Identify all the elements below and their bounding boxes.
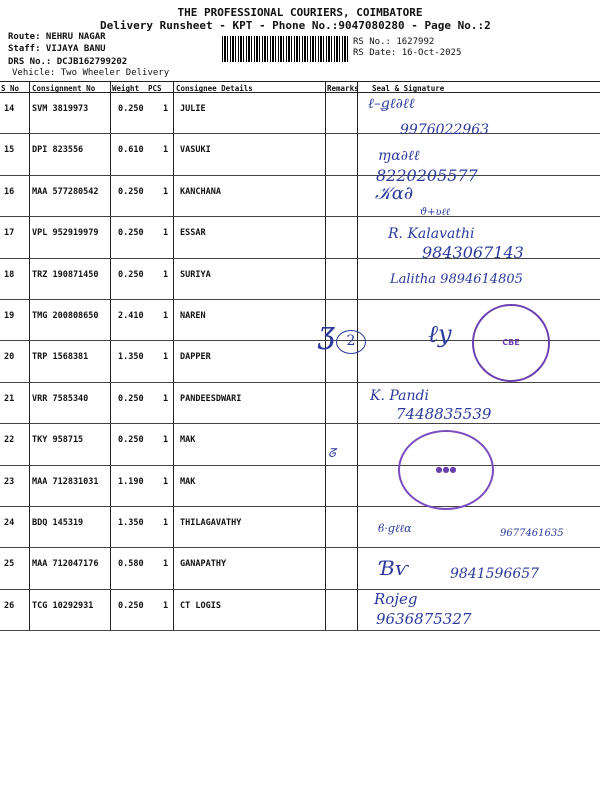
cell-weight: 0.250 — [118, 393, 144, 404]
rs-number: RS No.: 1627992 — [353, 37, 435, 47]
cell-consignee: MAK — [180, 476, 196, 487]
cell-pcs: 1 — [163, 352, 169, 363]
cell-pcs: 1 — [163, 393, 169, 404]
handwritten-phone: 9636875327 — [376, 610, 472, 628]
cell-consignment: VPL 952919979 — [32, 228, 99, 239]
cell-consignee: MAK — [180, 435, 196, 446]
cell-pcs: 1 — [163, 145, 169, 156]
staff-label: Staff: VIJAYA BANU — [8, 44, 106, 54]
cell-consignee: SURIYA — [180, 269, 211, 280]
cell-weight: 0.250 — [118, 186, 144, 197]
handwritten-phone: 9976022963 — [400, 122, 490, 138]
table-row — [0, 466, 600, 507]
cell-pcs: 1 — [163, 104, 169, 114]
cell-sno: 22 — [4, 435, 15, 446]
col-header-seal: Seal & Signature — [372, 84, 445, 93]
cell-consignment: SVM 3819973 — [32, 104, 89, 114]
signature-mark: 𝒦ɑ∂ — [375, 183, 414, 204]
cell-consignee: JULIE — [180, 104, 206, 114]
cell-weight: 1.350 — [118, 518, 144, 528]
table-row — [0, 93, 600, 134]
signature-mark: ℓy — [428, 320, 452, 348]
cell-sno: 23 — [4, 476, 15, 487]
cell-consignee: VASUKI — [180, 145, 211, 156]
cell-weight: 0.250 — [118, 228, 144, 239]
col-header-sno: S No — [1, 84, 20, 93]
cell-consignment: TMG 200808650 — [32, 311, 99, 321]
table-row — [0, 134, 600, 175]
handwritten-name: Lalitha 9894614805 — [390, 272, 523, 287]
col-header-consignment: Consignment No — [32, 84, 96, 93]
company-title: THE PROFESSIONAL COURIERS, COIMBATORE — [177, 6, 423, 19]
cell-consignment: TKY 958715 — [32, 435, 84, 446]
signature-mark: ϑ+ʋℓℓ — [420, 207, 450, 218]
handwritten-phone: 9843067143 — [422, 243, 524, 262]
vehicle-label: Vehicle: Two Wheeler Delivery — [12, 68, 170, 78]
cell-consignee: KANCHANA — [180, 186, 221, 197]
cell-consignment: TCG 10292931 — [32, 600, 94, 611]
cell-sno: 26 — [4, 600, 15, 611]
cell-consignee: PANDEESDWARI — [180, 393, 242, 404]
company-seal-stamp: CBE — [472, 304, 550, 382]
cell-weight: 0.580 — [118, 559, 144, 570]
signature-mark: ɱɑ∂ℓℓ — [378, 148, 420, 164]
cell-sno: 14 — [4, 104, 15, 114]
handwritten-name: Rojeg — [374, 590, 418, 608]
cell-consignee: THILAGAVATHY — [180, 518, 242, 528]
cell-consignee: DAPPER — [180, 352, 211, 363]
cell-sno: 24 — [4, 518, 15, 528]
cell-pcs: 1 — [163, 311, 169, 321]
cell-consignment: MAA 712047176 — [32, 559, 99, 570]
cell-weight: 0.250 — [118, 104, 144, 114]
cell-pcs: 1 — [163, 186, 169, 197]
signature-mark: ʒ — [318, 316, 335, 351]
cell-pcs: 1 — [163, 600, 169, 611]
cell-consignment: TRP 1568381 — [32, 352, 89, 363]
cell-consignment: BDQ 145319 — [32, 518, 84, 528]
cell-sno: 17 — [4, 228, 15, 239]
cell-pcs: 1 — [163, 228, 169, 239]
cell-consignment: DPI 823556 — [32, 145, 84, 156]
drs-number: DRS No.: DCJB162799202 — [8, 57, 128, 67]
cell-sno: 21 — [4, 393, 15, 404]
cell-sno: 19 — [4, 311, 15, 321]
table-row — [0, 383, 600, 424]
rs-date: RS Date: 16-Oct-2025 — [353, 48, 462, 58]
cell-consignee: GANAPATHY — [180, 559, 227, 570]
row-divider — [0, 630, 600, 631]
handwritten-phone: 8220205577 — [376, 166, 478, 185]
cell-sno: 20 — [4, 352, 15, 363]
route-label: Route: NEHRU NAGAR — [8, 32, 106, 42]
cell-sno: 16 — [4, 186, 15, 197]
cell-pcs: 1 — [163, 269, 169, 280]
company-seal-stamp: ●●● — [398, 430, 494, 510]
barcode — [222, 36, 350, 62]
cell-sno: 25 — [4, 559, 15, 570]
cell-pcs: 1 — [163, 435, 169, 446]
signature-mark: ϐ·ɡℓℓɑ — [378, 522, 412, 535]
cell-consignment: VRR 7585340 — [32, 393, 89, 404]
signature-mark: ᘔ — [328, 446, 336, 460]
circled-mark: 2 — [336, 330, 366, 354]
cell-weight: 1.190 — [118, 476, 144, 487]
cell-consignee: NAREN — [180, 311, 206, 321]
handwritten-phone: 9841596657 — [450, 566, 540, 582]
handwritten-phone: 9677461635 — [500, 528, 564, 539]
cell-consignment: MAA 577280542 — [32, 186, 99, 197]
table-row — [0, 590, 600, 631]
cell-weight: 0.250 — [118, 435, 144, 446]
table-top-border — [0, 81, 600, 82]
signature-mark: Ɓѵ — [380, 556, 409, 580]
col-header-consignee: Consignee Details — [176, 84, 253, 93]
runsheet-title: Delivery Runsheet - KPT - Phone No.:9047080280 - Page No.:2 — [100, 19, 491, 32]
cell-pcs: 1 — [163, 559, 169, 570]
col-header-remarks: Remarks — [327, 84, 359, 93]
cell-weight: 1.350 — [118, 352, 144, 363]
cell-sno: 18 — [4, 269, 15, 280]
table-row — [0, 424, 600, 465]
cell-weight: 0.250 — [118, 600, 144, 611]
col-header-pcs: PCS — [148, 84, 162, 93]
cell-pcs: 1 — [163, 476, 169, 487]
cell-consignee: ESSAR — [180, 228, 206, 239]
cell-weight: 2.410 — [118, 311, 144, 321]
table-row — [0, 176, 600, 217]
col-header-weight: Weight — [112, 84, 140, 93]
cell-pcs: 1 — [163, 518, 169, 528]
handwritten-name: K. Pandi — [370, 388, 429, 404]
handwritten-phone: 7448835539 — [396, 405, 492, 423]
cell-weight: 0.250 — [118, 269, 144, 280]
cell-consignment: MAA 712831031 — [32, 476, 99, 487]
signature-mark: ℓ–ǥℓ∂ℓℓ — [368, 96, 415, 112]
cell-weight: 0.610 — [118, 145, 144, 156]
handwritten-name: R. Kalavathi — [388, 226, 475, 242]
cell-sno: 15 — [4, 145, 15, 156]
cell-consignee: CT LOGIS — [180, 600, 221, 611]
cell-consignment: TRZ 190871450 — [32, 269, 99, 280]
